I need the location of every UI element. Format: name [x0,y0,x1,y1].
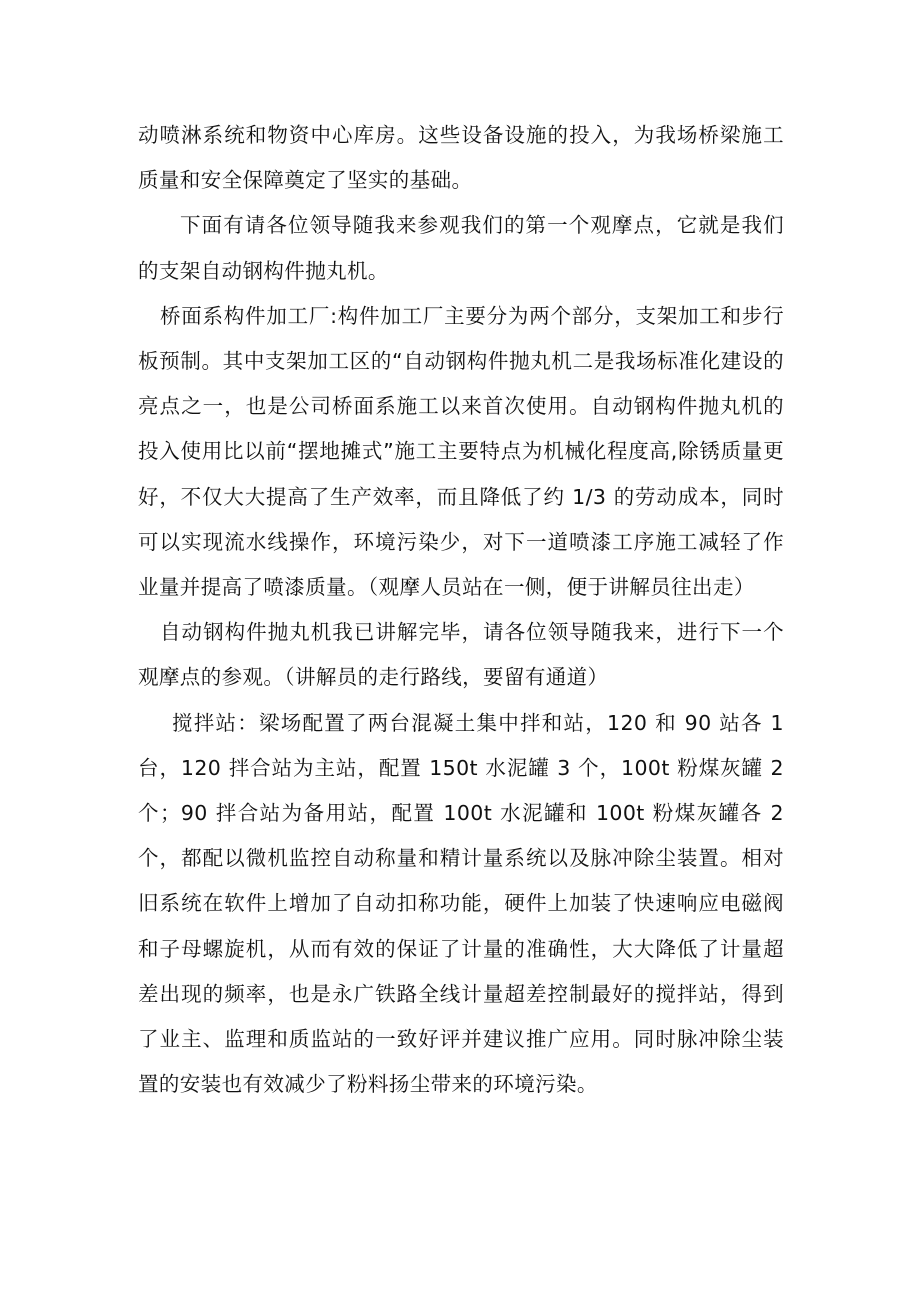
document-body [138,113,784,1107]
paragraph-transition: 自动钢构件抛丸机我已讲解完毕，请各位领导随我来，进行下一个观摩点的参观。（讲解员的走行路线，要留有通道） [138,620,784,690]
paragraph-component-factory: 桥面系构件加工厂:构件加工厂主要分为两个部分，支架加工和步行板预制。其中支架加工区的“自动钢构件抛丸机二是我场标准化建设的亮点之一，也是公司桥面系施工以来首次使用。自动钢构件抛丸机的投入使用比以前“摆地摊式”施工主要特点为机械化程度高,除锈质量更好，不仅大大提高了生产效率，而且降低了约 1/3 的劳动成本，同时可以实现流水线操作，环境污染少，对下一道喷漆工序施工减轻了作业量并提高了喷漆质量。（观摩人员站在一侧，便于讲解员往出走） [138,303,784,600]
paragraph-tour-intro: 下面有请各位领导随我来参观我们的第一个观摩点，它就是我们的支架自动钢构件抛丸机。 [138,213,784,283]
paragraph-mixing-station: 搅拌站：梁场配置了两台混凝土集中拌和站，120 和 90 站各 1 台，120 拌合站为主站，配置 150t 水泥罐 3 个，100t 粉煤灰罐 2 个；90 拌合站为备用站，配置 100t 水泥罐和 100t 粉煤灰罐各 2 个，都配以微机监控自动称量和精计量系统以及脉冲除尘装置。相对旧系统在软件上增加了自动扣称功能，硬件上加装了快速响应电磁阀和子母螺旋机，从而有效的保证了计量的准确性，大大降低了计量超差出现的频率，也是永广铁路全线计量超差控制最好的搅拌站，得到了业主、监理和质监站的一致好评并建议推广应用。同时脉冲除尘装置的安装也有效减少了粉料扬尘带来的环境污染。 [138,710,784,1097]
paragraph-continuation: 动喷淋系统和物资中心库房。这些设备设施的投入，为我场桥梁施工质量和安全保障奠定了坚实的基础。 [138,123,784,193]
